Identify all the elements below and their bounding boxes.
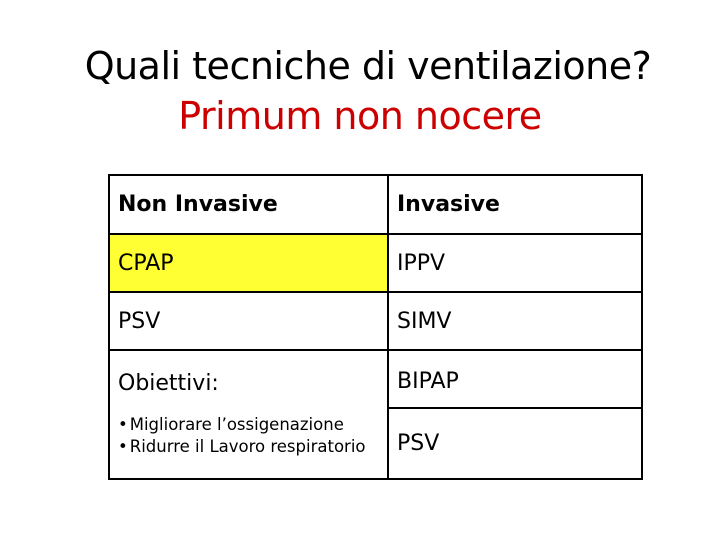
objectives-list [118,414,387,458]
cell-psv-invasive: PSV [397,431,440,456]
objective-item: • Ridurre il Lavoro respiratorio [118,436,387,458]
slide-subtitle: Primum non nocere [178,94,542,138]
slide-title: Quali tecniche di ventilazione? [84,44,652,88]
ventilation-table [108,174,643,480]
objectives-cell [109,350,388,479]
cell-simv: SIMV [388,292,642,350]
objective-item: • Migliorare l’ossigenazione [118,414,387,436]
table-header-row [109,175,642,234]
table-row [109,350,642,479]
cell-psv: PSV [109,292,388,350]
objectives-label: Obiettivi: [118,371,219,396]
table-row [109,234,642,292]
cell-ippv: IPPV [388,234,642,292]
invasive-extra-cell [388,350,642,479]
header-invasive: Invasive [388,175,642,234]
cell-cpap: CPAP [109,234,388,292]
cell-bipap: BIPAP [389,351,641,409]
table-row [109,292,642,350]
header-non-invasive: Non Invasive [109,175,388,234]
